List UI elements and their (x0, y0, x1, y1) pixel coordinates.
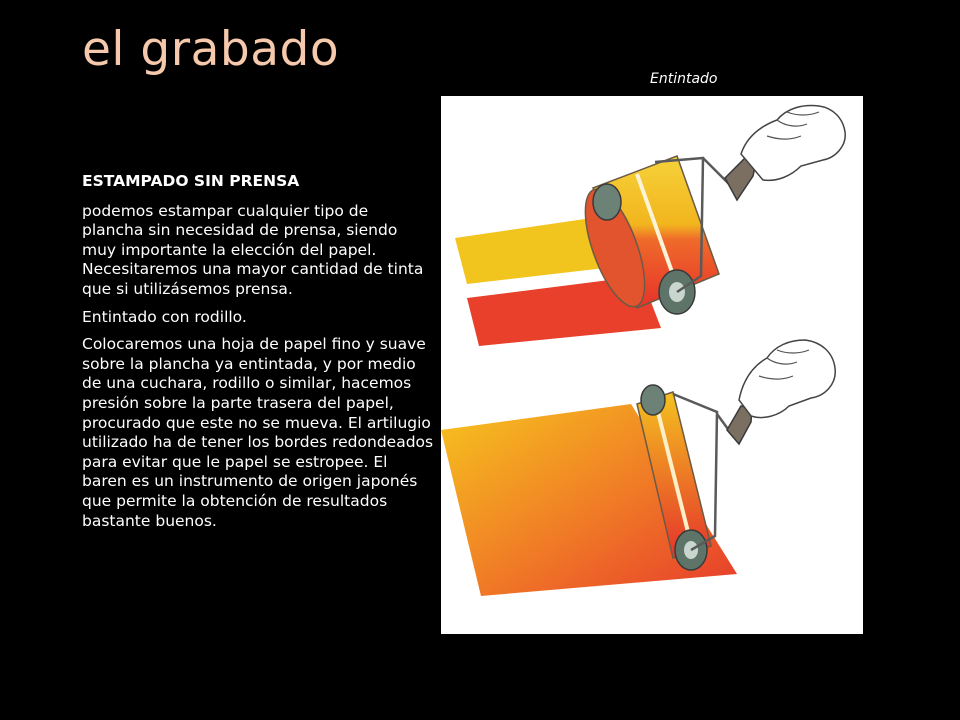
inking-illustration (441, 96, 863, 634)
paragraph-roller: Entintado con rodillo. (82, 307, 247, 326)
hand-icon (739, 340, 835, 418)
paragraph-procedure: Colocaremos una hoja de papel fino y suave sobre la plancha ya entintada, y por medio de una cuchara, rodillo o similar, hacemos presión sobre la parte trasera del papel, procurado que este no se mueva. El artilugio utilizado ha de tener los bordes redondeados para evitar que le papel se estropee. El baren es un instrumento de origen japonés que permite la obtención de resultados bastante buenos. (82, 335, 434, 530)
hand-icon (741, 106, 845, 181)
inking-drawing (441, 96, 863, 634)
paragraph-intro: podemos estampar cualquier tipo de plancha sin necesidad de prensa, siendo muy importante la elección del papel. Necesitaremos una mayor cantidad de tinta que si utilizásemos prensa. (82, 201, 424, 298)
slide-title: el grabado (82, 22, 340, 77)
upper-roller-scene (455, 106, 845, 346)
text-body (82, 172, 434, 539)
section-heading: ESTAMPADO SIN PRENSA (82, 172, 300, 190)
image-caption: Entintado (650, 71, 718, 87)
lower-roller-scene (441, 340, 835, 596)
